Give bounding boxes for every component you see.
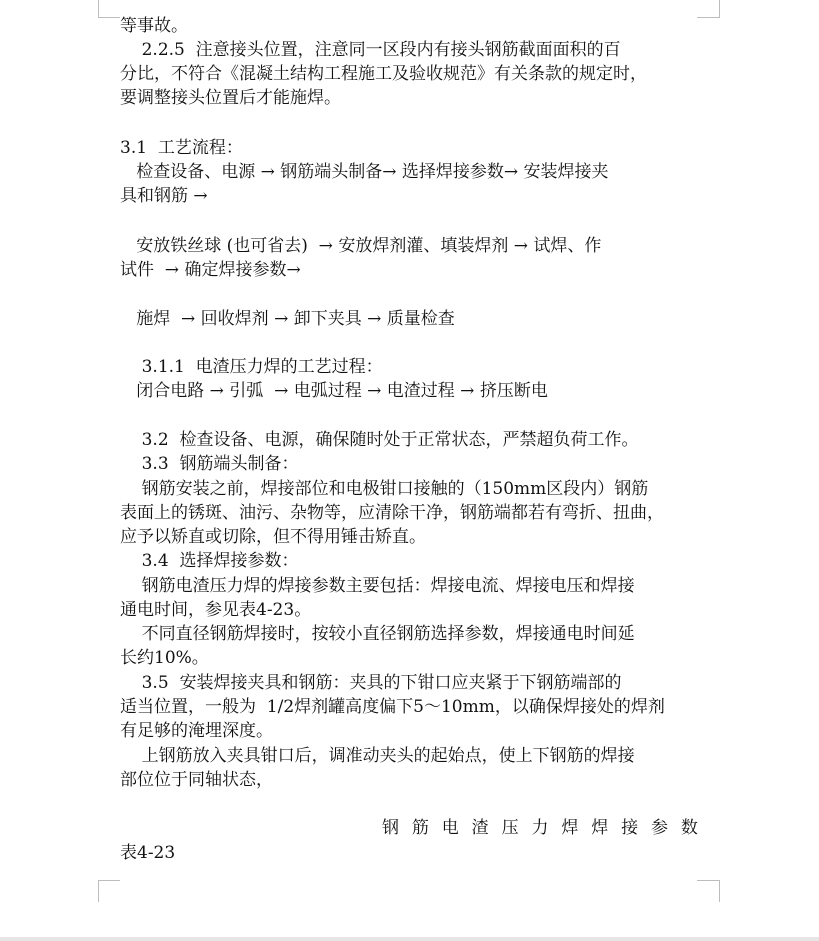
table-number: 表4-23 [120,843,176,863]
text-line: 部位位于同轴状态， [120,770,273,790]
text-line: 安放铁丝球 (也可省去) → 安放焊剂灌、填装焊剂 → 试焊、作 [120,236,602,256]
text-line: 钢筋安装之前，焊接部位和电极钳口接触的（150mm区段内）钢筋 [120,479,649,499]
subsection-heading: 3.4 选择焊接参数： [120,551,299,571]
caption-char: 焊 [561,818,579,838]
corner-mark-top-left [98,0,99,18]
corner-mark-top-left [98,17,120,18]
text-line: 检查设备、电源 → 钢筋端头制备→ 选择焊接参数→ 安装焊接夹 [120,162,609,182]
text-line: 适当位置，一般为 1/2焊剂罐高度偏下5～10mm，以确保焊接处的焊剂 [120,697,665,717]
text-line: 要调整接头位置后才能施焊。 [120,88,341,108]
caption-char: 渣 [471,818,489,838]
corner-mark-bottom-right [719,880,720,902]
subsection-heading: 3.3 钢筋端头制备： [120,454,299,474]
text-line: 等事故。 [120,16,188,36]
corner-mark-top-right [719,0,720,18]
caption-char: 压 [501,818,519,838]
subsection-heading: 3.1.1 电渣压力焊的工艺过程： [120,357,383,377]
text-line: 钢筋电渣压力焊的焊接参数主要包括：焊接电流、焊接电压和焊接 [120,576,635,596]
corner-mark-bottom-left [98,880,99,902]
text-line: 长约10%。 [120,648,209,668]
text-line: 具和钢筋 → [120,186,208,206]
text-line: 3.2 检查设备、电源，确保随时处于正常状态，严禁超负荷工作。 [120,430,639,450]
caption-char: 筋 [411,818,429,838]
text-line: 有足够的淹埋深度。 [120,721,273,741]
text-line: 闭合电路 → 引弧 → 电弧过程 → 电渣过程 → 挤压断电 [120,381,548,401]
text-line: 试件 → 确定焊接参数→ [120,260,301,280]
caption-char: 钢 [382,818,399,838]
page-bottom-edge [0,937,819,941]
text-line: 表面上的锈斑、油污、杂物等，应清除干净，钢筋端都若有弯折、扭曲， [120,503,664,523]
corner-mark-top-right [697,17,719,18]
caption-char: 数 [680,818,698,838]
corner-mark-bottom-right [697,880,719,881]
caption-char: 参 [651,818,669,838]
corner-mark-bottom-left [98,880,120,881]
text-line: 2.2.5 注意接头位置，注意同一区段内有接头钢筋截面面积的百 [120,40,621,60]
caption-char: 焊 [591,818,609,838]
text-line: 不同直径钢筋焊接时，按较小直径钢筋选择参数，焊接通电时间延 [120,624,635,644]
text-line: 通电时间，参见表4-23。 [120,600,312,620]
caption-char: 力 [531,818,549,838]
text-line: 3.5 安装焊接夹具和钢筋：夹具的下钳口应夹紧于下钢筋端部的 [120,673,622,693]
caption-char: 接 [621,818,639,838]
section-heading: 3.1 工艺流程： [120,138,243,158]
caption-char: 电 [441,818,459,838]
text-line: 分比，不符合《混凝土结构工程施工及验收规范》有关条款的规定时， [120,64,647,84]
text-line: 上钢筋放入夹具钳口后，调准动夹头的起始点，使上下钢筋的焊接 [120,746,635,766]
text-line: 施焊 → 回收焊剂 → 卸下夹具 → 质量检查 [120,309,455,329]
text-line: 应予以矫直或切除，但不得用锤击矫直。 [120,527,426,547]
table-caption [382,816,698,840]
